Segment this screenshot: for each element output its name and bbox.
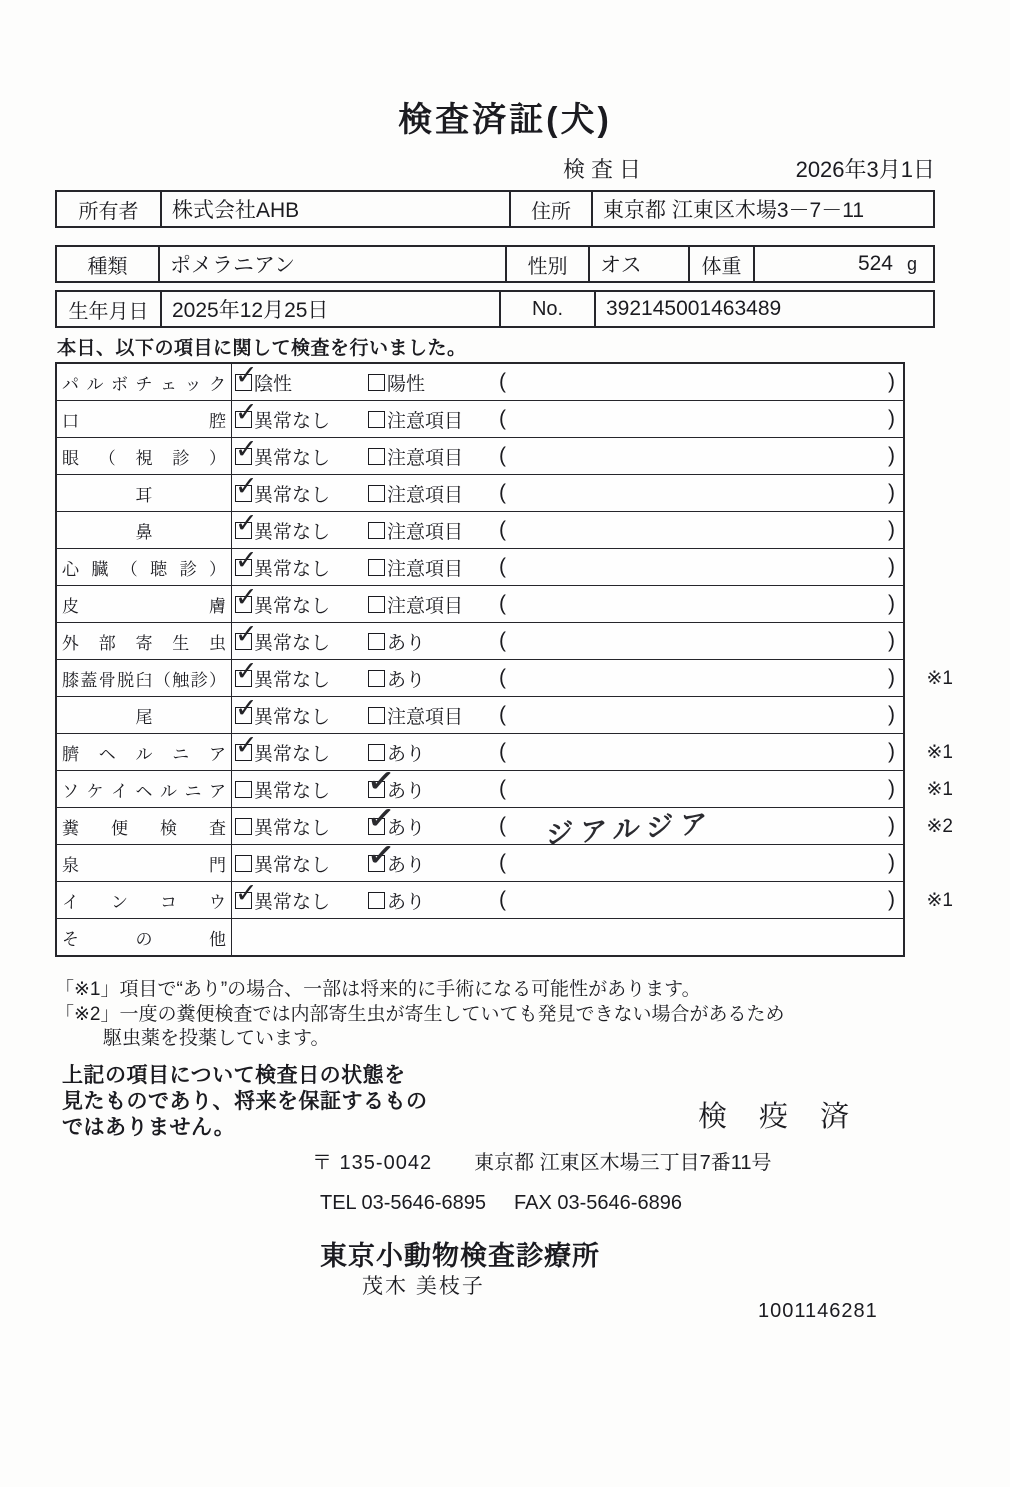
exam-intro-text: 本日、以下の項目に関して検査を行いました。 — [57, 338, 467, 359]
exam-item-label: 耳 — [57, 475, 232, 511]
option-label: 注意項目 — [387, 410, 464, 432]
clinic-tel: TEL 03-5646-6895 — [320, 1192, 487, 1214]
remarks-field — [497, 666, 903, 690]
option-label: 注意項目 — [387, 447, 464, 469]
result-option-1 — [232, 470, 365, 507]
owner-label: 所有者 — [57, 192, 162, 226]
clinic-address-row — [312, 1146, 772, 1175]
option-label: あり — [387, 743, 426, 765]
reference-mark: ※1 — [926, 889, 953, 911]
remarks-field — [497, 851, 903, 875]
exam-item-label: 皮 膚 — [57, 586, 232, 622]
checkbox-unchecked — [368, 633, 385, 650]
exam-result-cell — [232, 470, 903, 511]
checkbox-unchecked — [368, 707, 385, 724]
checkbox-unchecked — [368, 670, 385, 687]
exam-item-label: 心 臓 （ 聴 診 ） — [57, 549, 232, 585]
checkbox-unchecked — [235, 781, 252, 798]
remarks-field — [497, 629, 903, 653]
result-option-2 — [365, 443, 497, 470]
option-label: 注意項目 — [387, 706, 464, 728]
check-mark-icon: ✓ — [235, 655, 258, 686]
exam-result-cell — [232, 359, 903, 400]
paren-close: ) — [888, 740, 895, 763]
option-label: 異常なし — [254, 595, 331, 617]
exam-table-row — [57, 618, 903, 660]
exam-table-row — [57, 834, 903, 882]
disclaimer-line-1: 上記の項目について検査日の状態を — [62, 1064, 406, 1087]
result-option-2 — [365, 887, 497, 914]
checkbox-checked — [235, 396, 258, 428]
exam-table-row — [57, 470, 903, 512]
option-label: あり — [387, 669, 426, 691]
inspection-date-value: 2026年3月1日 — [795, 157, 935, 182]
option-label: 異常なし — [254, 706, 331, 728]
check-mark-icon: ✓ — [235, 507, 258, 538]
option-label: 異常なし — [254, 632, 331, 654]
paren-open: ( — [499, 444, 506, 467]
remarks-field — [497, 518, 903, 542]
exam-item-label: 外 部 寄 生 虫 — [57, 623, 232, 659]
check-mark-icon: ✓ — [235, 359, 258, 390]
exam-item-label: そ の 他 — [57, 919, 232, 955]
exam-item-label: 臍 ヘ ル ニ ア — [57, 734, 232, 770]
option-label: 異常なし — [254, 669, 331, 691]
weight-label: 体重 — [690, 247, 755, 281]
checkbox-checked — [235, 729, 258, 761]
sex-label: 性別 — [507, 247, 590, 281]
check-mark-icon: ✓ — [235, 581, 258, 612]
paren-open: ( — [499, 777, 506, 800]
paren-open: ( — [499, 851, 506, 874]
result-option-1 — [232, 776, 365, 803]
result-option-1 — [232, 850, 365, 877]
inspection-date-row — [55, 153, 935, 181]
option-label: あり — [387, 854, 426, 876]
exam-table — [55, 359, 953, 957]
inspection-date-label: 検査日 — [563, 157, 648, 182]
page-title: 検査済証(犬) — [398, 101, 612, 139]
remarks-field — [497, 444, 903, 468]
option-label: あり — [387, 817, 426, 839]
owner-value: 株式会社AHB — [162, 192, 511, 226]
clinic-name: 東京小動物検査診療所 — [320, 1241, 600, 1271]
exam-result-cell — [232, 760, 903, 807]
check-mark-icon: ✓ — [235, 433, 258, 464]
check-mark-icon: ✓ — [365, 834, 397, 874]
exam-item-label: パ ル ボ チ ェ ッ ク — [57, 364, 232, 400]
clinic-fax: FAX 03-5646-6896 — [514, 1192, 682, 1214]
paren-open: ( — [499, 629, 506, 652]
exam-item-label: イ ン コ ウ — [57, 882, 232, 918]
checkbox-checked — [235, 433, 258, 465]
paren-close: ) — [888, 481, 895, 504]
option-label: 陽性 — [387, 373, 426, 395]
paren-close: ) — [888, 518, 895, 541]
exam-item-label: 膝 蓋 骨 脱 臼 （ 触 診 ） — [57, 660, 232, 696]
option-label: 異常なし — [254, 854, 331, 876]
checkbox-checked — [235, 544, 258, 576]
check-mark-icon: ✓ — [235, 692, 258, 723]
result-option-2 — [365, 517, 497, 544]
veterinarian-name: 茂木 美枝子 — [362, 1275, 485, 1298]
remarks-field — [497, 740, 903, 764]
result-option-2 — [365, 591, 497, 618]
check-mark-icon: ✓ — [235, 618, 258, 649]
paren-open: ( — [499, 814, 506, 837]
exam-result-cell — [232, 919, 903, 955]
address-value: 東京都 江東区木場3－7－11 — [603, 199, 864, 222]
paren-open: ( — [499, 592, 506, 615]
exam-result-cell — [232, 655, 903, 696]
exam-table-row — [57, 581, 903, 623]
reference-mark: ※2 — [926, 815, 953, 837]
checkbox-checked — [235, 359, 258, 391]
remarks-field — [497, 888, 903, 912]
option-label: 異常なし — [254, 447, 331, 469]
exam-table-row — [57, 877, 953, 919]
paren-close: ) — [888, 407, 895, 430]
checkbox-checked — [235, 655, 258, 687]
exam-table-row — [57, 433, 903, 475]
checkbox-unchecked — [368, 485, 385, 502]
species-value: ポメラニアン — [160, 247, 507, 281]
option-label: 陰性 — [254, 373, 293, 395]
remarks-field — [497, 370, 903, 394]
result-option-1 — [232, 396, 365, 433]
handwritten-note: ジアルジア — [545, 807, 715, 850]
result-option-2 — [365, 665, 497, 692]
exam-result-cell — [232, 729, 903, 770]
registration-no-label: No. — [501, 292, 596, 326]
birth-info-box — [55, 290, 935, 328]
exam-result-cell — [232, 618, 903, 659]
result-option-2 — [365, 406, 497, 433]
checkbox-unchecked — [368, 374, 385, 391]
document-serial-number: 1001146281 — [758, 1300, 878, 1322]
checkbox-unchecked — [235, 818, 252, 835]
paren-close: ) — [888, 629, 895, 652]
checkbox-unchecked — [235, 855, 252, 872]
checkbox-unchecked — [368, 559, 385, 576]
paren-close: ) — [888, 814, 895, 837]
exam-table-row — [57, 655, 953, 697]
checkbox-checked — [235, 581, 258, 613]
footnote-2-continued: 駆虫薬を投薬しています。 — [103, 1028, 330, 1049]
exam-result-cell — [232, 581, 903, 622]
exam-item-label: 泉 門 — [57, 845, 232, 881]
check-mark-icon: ✓ — [235, 470, 258, 501]
exam-item-label: ソ ケ イ ヘ ル ニ ア — [57, 771, 232, 807]
check-mark-icon: ✓ — [365, 760, 397, 800]
paren-open: ( — [499, 481, 506, 504]
paren-close: ) — [888, 777, 895, 800]
remarks-field — [497, 703, 903, 727]
exam-item-label: 口 腔 — [57, 401, 232, 437]
birthdate-label: 生年月日 — [57, 292, 162, 326]
exam-table-row — [57, 507, 903, 549]
address-label: 住所 — [511, 192, 593, 226]
paren-close: ) — [888, 592, 895, 615]
result-option-1 — [232, 507, 365, 544]
clinic-postal-code: 〒 135-0042 — [312, 1152, 433, 1174]
result-option-1 — [232, 877, 365, 914]
option-label: 注意項目 — [387, 595, 464, 617]
option-label: 注意項目 — [387, 484, 464, 506]
option-label: あり — [387, 780, 426, 802]
checkbox-unchecked — [368, 411, 385, 428]
paren-close: ) — [888, 370, 895, 393]
pet-info-box — [55, 245, 935, 283]
footnote-1: 「※1」項目で“あり”の場合、一部は将来的に手術になる可能性があります。 — [55, 979, 701, 1000]
result-option-1 — [232, 433, 365, 470]
reference-mark: ※1 — [926, 741, 953, 763]
result-option-2 — [365, 554, 497, 581]
exam-item-label: 尾 — [57, 697, 232, 733]
result-option-2 — [365, 628, 497, 655]
result-option-1 — [232, 655, 365, 692]
exam-item-label: 眼 （ 視 診 ） — [57, 438, 232, 474]
paren-open: ( — [499, 518, 506, 541]
exam-table-row — [57, 797, 953, 850]
option-label: 異常なし — [254, 817, 331, 839]
paren-close: ) — [888, 444, 895, 467]
checkbox-checked — [365, 834, 397, 874]
footnote-2: 「※2」一度の糞便検査では内部寄生虫が寄生していても発見できない場合があるため — [55, 1003, 785, 1025]
paren-open: ( — [499, 370, 506, 393]
weight-number: 524 — [857, 252, 893, 275]
paren-close: ) — [888, 888, 895, 911]
check-mark-icon: ✓ — [235, 877, 258, 908]
disclaimer-line-3: ではありません。 — [62, 1116, 236, 1139]
registration-no-value: 392145001463489 — [606, 297, 782, 320]
paren-open: ( — [499, 666, 506, 689]
remarks-field — [497, 807, 903, 850]
checkbox-unchecked — [368, 596, 385, 613]
paren-open: ( — [499, 703, 506, 726]
checkbox-unchecked — [368, 892, 385, 909]
exam-result-cell — [232, 396, 903, 437]
exam-table-row — [57, 919, 903, 955]
exam-table-row — [57, 692, 903, 734]
result-option-1 — [232, 359, 365, 396]
exam-item-label: 糞 便 検 査 — [57, 808, 232, 844]
checkbox-checked — [365, 797, 397, 837]
exam-table-row — [57, 729, 953, 771]
quarantine-stamp: 検 疫 済 — [698, 1101, 862, 1133]
option-label: 異常なし — [254, 743, 331, 765]
result-option-1 — [232, 618, 365, 655]
disclaimer-text — [62, 1063, 428, 1141]
paren-close: ) — [888, 851, 895, 874]
paren-open: ( — [499, 740, 506, 763]
checkbox-checked — [235, 877, 258, 909]
remarks-field — [497, 481, 903, 505]
exam-result-cell — [232, 797, 903, 850]
option-label: あり — [387, 891, 426, 913]
option-label: 注意項目 — [387, 521, 464, 543]
exam-result-cell — [232, 877, 903, 918]
option-label: 異常なし — [254, 484, 331, 506]
clinic-contact-row — [320, 1192, 682, 1215]
exam-table-row — [57, 760, 953, 808]
remarks-field — [497, 407, 903, 431]
remarks-field — [497, 592, 903, 616]
result-option-1 — [232, 692, 365, 729]
check-mark-icon: ✓ — [235, 544, 258, 575]
checkbox-checked — [365, 760, 397, 800]
result-option-1 — [232, 544, 365, 581]
paren-open: ( — [499, 407, 506, 430]
exam-result-cell — [232, 507, 903, 548]
paren-close: ) — [888, 666, 895, 689]
exam-result-cell — [232, 834, 903, 881]
footnotes — [55, 978, 955, 1052]
checkbox-unchecked — [368, 744, 385, 761]
sex-value: オス — [590, 247, 690, 281]
option-label: あり — [387, 632, 426, 654]
result-option-2 — [365, 369, 497, 396]
result-option-2 — [365, 834, 497, 877]
paren-open: ( — [499, 555, 506, 578]
checkbox-checked — [235, 470, 258, 502]
check-mark-icon: ✓ — [365, 797, 397, 837]
exam-table-row — [57, 396, 903, 438]
option-label: 異常なし — [254, 558, 331, 580]
remarks-field — [497, 777, 903, 801]
owner-info-box — [55, 190, 935, 228]
option-label: 注意項目 — [387, 558, 464, 580]
species-label: 種類 — [57, 247, 160, 281]
weight-value — [755, 247, 933, 281]
remarks-field — [497, 555, 903, 579]
option-label: 異常なし — [254, 780, 331, 802]
result-option-1 — [232, 581, 365, 618]
check-mark-icon: ✓ — [235, 729, 258, 760]
checkbox-checked — [235, 507, 258, 539]
weight-unit: g — [906, 253, 917, 274]
option-label: 異常なし — [254, 521, 331, 543]
result-option-1 — [232, 729, 365, 766]
option-label: 異常なし — [254, 410, 331, 432]
check-mark-icon: ✓ — [235, 396, 258, 427]
checkbox-unchecked — [368, 448, 385, 465]
reference-mark: ※1 — [926, 778, 953, 800]
exam-result-cell — [232, 692, 903, 733]
result-option-2 — [365, 702, 497, 729]
result-option-2 — [365, 480, 497, 507]
disclaimer-line-2: 見たものであり、将来を保証するもの — [62, 1090, 428, 1113]
checkbox-checked — [235, 618, 258, 650]
exam-table-row — [57, 544, 903, 586]
checkbox-unchecked — [368, 522, 385, 539]
result-option-1 — [232, 813, 365, 840]
paren-close: ) — [888, 703, 895, 726]
option-label: 異常なし — [254, 891, 331, 913]
clinic-address: 東京都 江東区木場三丁目7番11号 — [474, 1152, 772, 1174]
exam-result-cell — [232, 433, 903, 474]
birthdate-value: 2025年12月25日 — [162, 292, 501, 326]
checkbox-checked — [235, 692, 258, 724]
reference-mark: ※1 — [926, 667, 953, 689]
paren-close: ) — [888, 555, 895, 578]
exam-item-label: 鼻 — [57, 512, 232, 548]
exam-result-cell — [232, 544, 903, 585]
exam-table-row — [57, 359, 903, 401]
paren-open: ( — [499, 888, 506, 911]
